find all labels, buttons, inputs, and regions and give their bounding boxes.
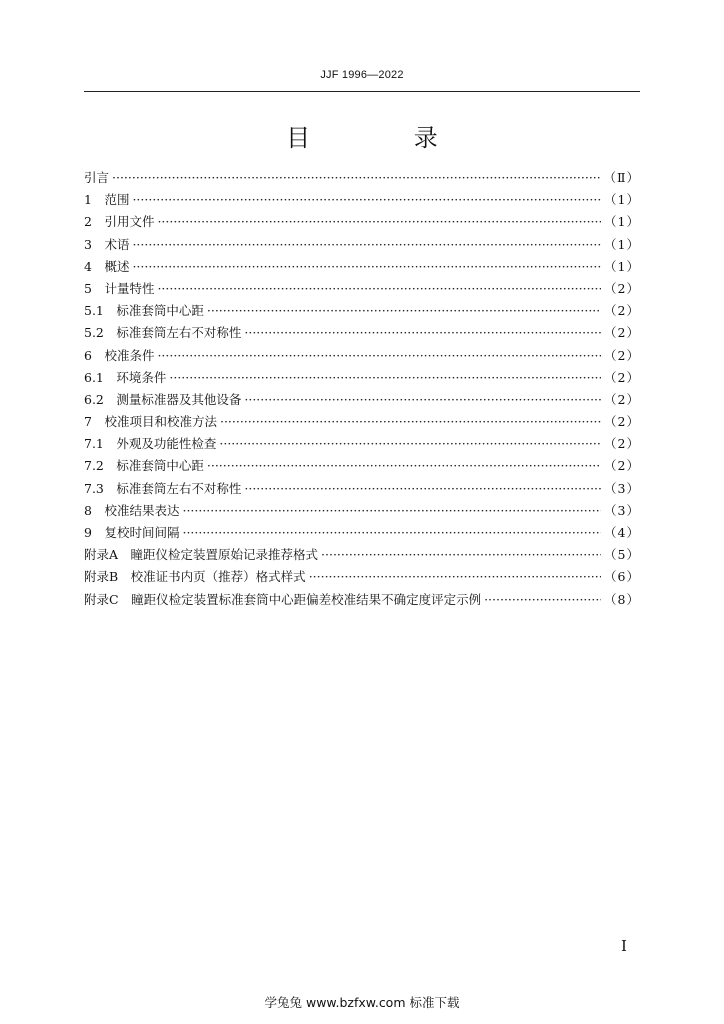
page-title: 目 录	[286, 124, 486, 152]
toc-entry[interactable]	[84, 212, 640, 234]
toc-entry-label: 2 引用文件	[84, 214, 155, 230]
toc-entry[interactable]	[84, 168, 640, 190]
toc-dot-leader	[219, 436, 601, 451]
toc-entry-page: （1）	[604, 258, 640, 274]
toc-entry-page: （2）	[604, 369, 640, 385]
toc-dot-leader	[157, 214, 601, 229]
toc-entry-label: 3 术语	[84, 236, 130, 252]
toc-dot-leader	[207, 303, 601, 318]
toc-entry-page: （2）	[604, 458, 640, 474]
toc-dot-leader	[132, 259, 601, 274]
toc-entry-page: （3）	[604, 502, 640, 518]
toc-entry-page: （2）	[604, 414, 640, 430]
toc-dot-leader	[244, 392, 601, 407]
toc-entry-label: 7.3 标准套筒左右不对称性	[84, 480, 242, 496]
toc-dot-leader	[157, 281, 601, 296]
toc-entry[interactable]	[84, 456, 640, 478]
toc-entry[interactable]	[84, 434, 640, 456]
toc-entry-page: （8）	[604, 591, 640, 607]
toc-entry-page: （2）	[604, 347, 640, 363]
toc-entry-page: （3）	[604, 480, 640, 496]
toc-entry-label: 6.2 测量标准器及其他设备	[84, 391, 242, 407]
toc-entry[interactable]	[84, 567, 640, 589]
toc-entry[interactable]	[84, 390, 640, 412]
toc-entry-page: （6）	[604, 569, 640, 585]
toc-dot-leader	[132, 192, 601, 207]
toc-entry-page: （1）	[604, 192, 640, 208]
toc-entry-label: 6.1 环境条件	[84, 369, 167, 385]
toc-dot-leader	[484, 592, 601, 607]
toc-entry-page: （Ⅱ）	[603, 170, 640, 185]
toc-dot-leader	[309, 569, 601, 584]
toc-entry-label: 5 计量特性	[84, 280, 155, 296]
toc-entry-page: （2）	[604, 325, 640, 341]
toc-entry[interactable]	[84, 501, 640, 523]
toc-dot-leader	[207, 458, 601, 473]
page-number: Ⅰ	[621, 937, 627, 955]
watermark-footer: 学兔兔 www.bzfxw.com 标准下载	[264, 995, 460, 1010]
toc-entry[interactable]	[84, 323, 640, 345]
toc-entry-label: 8 校准结果表达	[84, 502, 180, 518]
toc-entry-page: （2）	[604, 391, 640, 407]
toc-entry-label: 附录A 瞳距仪检定装置原始记录推荐格式	[84, 547, 319, 563]
toc-dot-leader	[157, 348, 601, 363]
toc-entry-label: 5.2 标准套筒左右不对称性	[84, 325, 242, 341]
toc-entry-label: 6 校准条件	[84, 347, 155, 363]
toc-entry-label: 5.1 标准套筒中心距	[84, 303, 204, 319]
toc-entry[interactable]	[84, 479, 640, 501]
toc-entry[interactable]	[84, 279, 640, 301]
toc-entry-label: 引言	[84, 170, 110, 185]
toc-entry-label: 7.1 外观及功能性检查	[84, 436, 217, 452]
toc-entry-page: （2）	[604, 280, 640, 296]
toc-entry-label: 附录C 瞳距仪检定装置标准套筒中心距偏差校准结果不确定度评定示例	[84, 591, 482, 607]
toc-entry[interactable]	[84, 412, 640, 434]
toc-entry-page: （5）	[604, 547, 640, 563]
toc-entry[interactable]	[84, 545, 640, 567]
toc-entry-page: （2）	[604, 303, 640, 319]
toc-entry-label: 7 校准项目和校准方法	[84, 414, 217, 430]
toc-entry-page: （1）	[604, 236, 640, 252]
toc-entry-page: （2）	[604, 436, 640, 452]
toc-entry[interactable]	[84, 190, 640, 212]
table-of-contents	[84, 168, 640, 612]
toc-entry-label: 附录B 校准证书内页（推荐）格式样式	[84, 569, 306, 585]
toc-dot-leader	[220, 414, 601, 429]
toc-entry[interactable]	[84, 590, 640, 612]
toc-dot-leader	[169, 370, 601, 385]
toc-dot-leader	[321, 547, 601, 562]
toc-entry[interactable]	[84, 301, 640, 323]
document-code-header: JJF 1996—2022	[320, 69, 404, 81]
toc-entry[interactable]	[84, 257, 640, 279]
toc-dot-leader	[182, 525, 601, 540]
toc-dot-leader	[244, 481, 601, 496]
toc-dot-leader	[132, 237, 601, 252]
toc-entry-label: 7.2 标准套筒中心距	[84, 458, 204, 474]
toc-entry[interactable]	[84, 368, 640, 390]
toc-entry-label: 9 复校时间间隔	[84, 525, 180, 540]
toc-entry-page: （1）	[604, 214, 640, 230]
toc-dot-leader	[182, 503, 601, 518]
header-rule	[84, 91, 640, 92]
toc-entry-label: 4 概述	[84, 258, 130, 274]
toc-entry[interactable]	[84, 346, 640, 368]
toc-entry-page: （4）	[604, 525, 640, 540]
toc-entry[interactable]	[84, 523, 640, 545]
toc-dot-leader	[244, 325, 601, 340]
toc-entry-label: 1 范围	[84, 192, 130, 208]
toc-dot-leader	[112, 170, 600, 185]
toc-entry[interactable]	[84, 235, 640, 257]
